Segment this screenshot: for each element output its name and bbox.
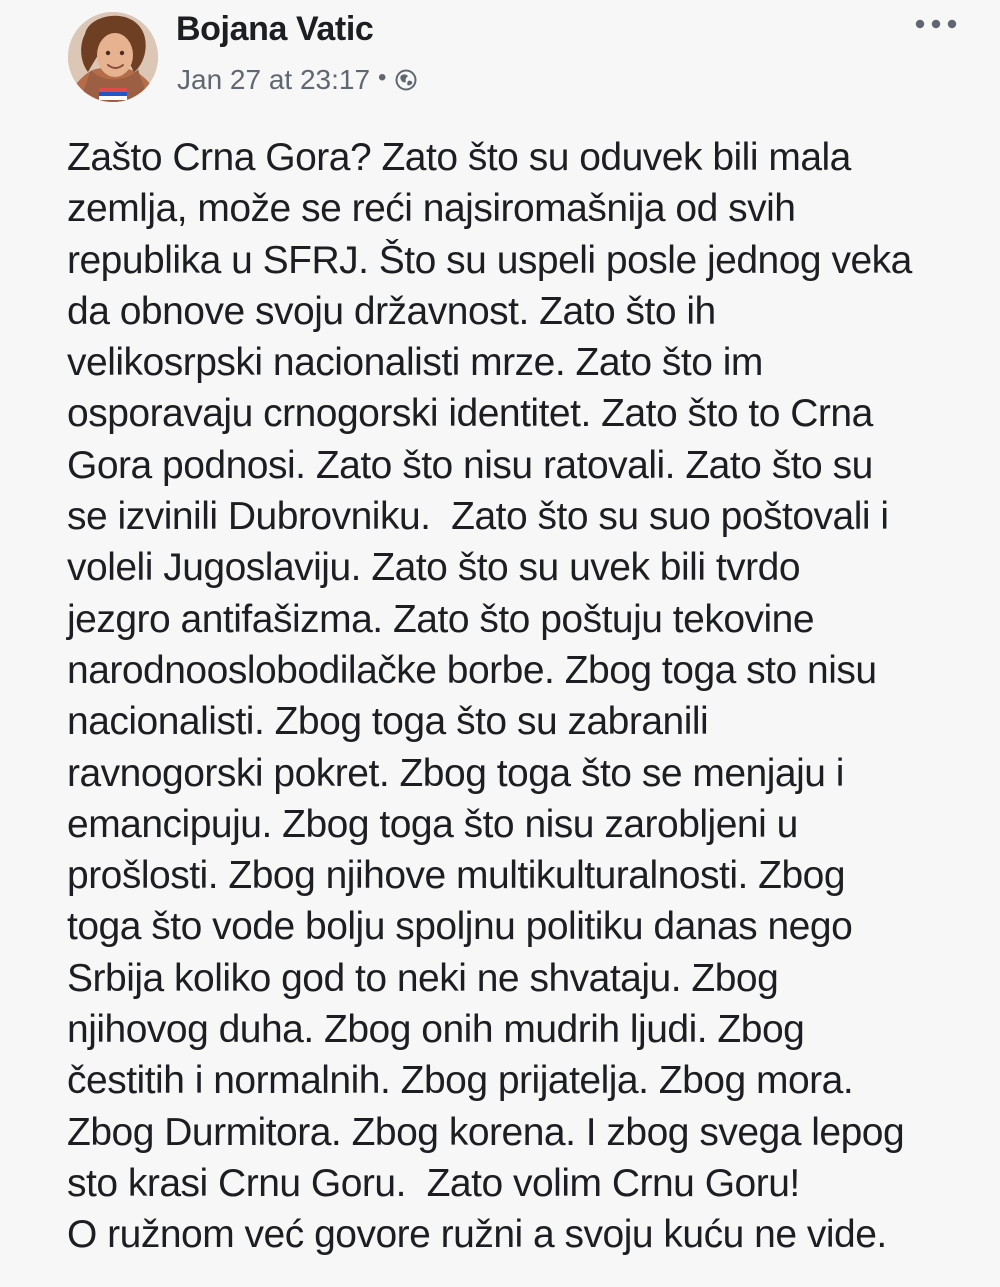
post-meta: [177, 66, 418, 94]
profile-photo-icon: [68, 12, 158, 102]
more-options-icon: [913, 18, 959, 30]
globe-icon[interactable]: [394, 68, 418, 92]
post-body-text: Zašto Crna Gora? Zato što su oduvek bili mala zemlja, može se reći najsiromašnija od svih republika u SFRJ. Što su uspeli posle jednog veka da obnove svoju državnost. Zato što ih velikosrpski nacionalisti mrze. Zato što im osporavaju crnogorski identitet. Zato što to Crna Gora podnosi. Zato što nisu ratovali. Zato što su se izvinili Dubrovniku. Zato što su suo poštovali i voleli Jugoslaviju. Zato što su uvek bili tvrdo jezgro antifašizma. Zato što poštuju tekovine narodnooslobodilačke borbe. Zbog toga sto nisu nacionalisti. Zbog toga što su zabranili ravnogorski pokret. Zbog toga što se menjaju i emancipuju. Zbog toga što nisu zarobljeni u prošlosti. Zbog njihove multikulturalnosti. Zbog toga što vode bolju spoljnu politiku danas nego Srbija koliko god to neki ne shvataju. Zbog njihovog duha. Zbog onih mudrih ljudi. Zbog čestitih i normalnih. Zbog prijatelja. Zbog mora. Zbog Durmitora. Zbog korena. I zbog svega lepog sto krasi Crnu Goru. Zato volim Crnu Goru! O ružnom već govore ružni a svoju kuću ne vide.: [67, 136, 912, 1257]
more-options-button[interactable]: [908, 10, 964, 38]
meta-separator: •: [378, 64, 387, 91]
author-name[interactable]: Bojana Vatic: [176, 10, 374, 48]
author-avatar[interactable]: [68, 12, 158, 102]
post-timestamp[interactable]: Jan 27 at 23:17: [177, 64, 371, 95]
post-header: [0, 0, 1000, 115]
